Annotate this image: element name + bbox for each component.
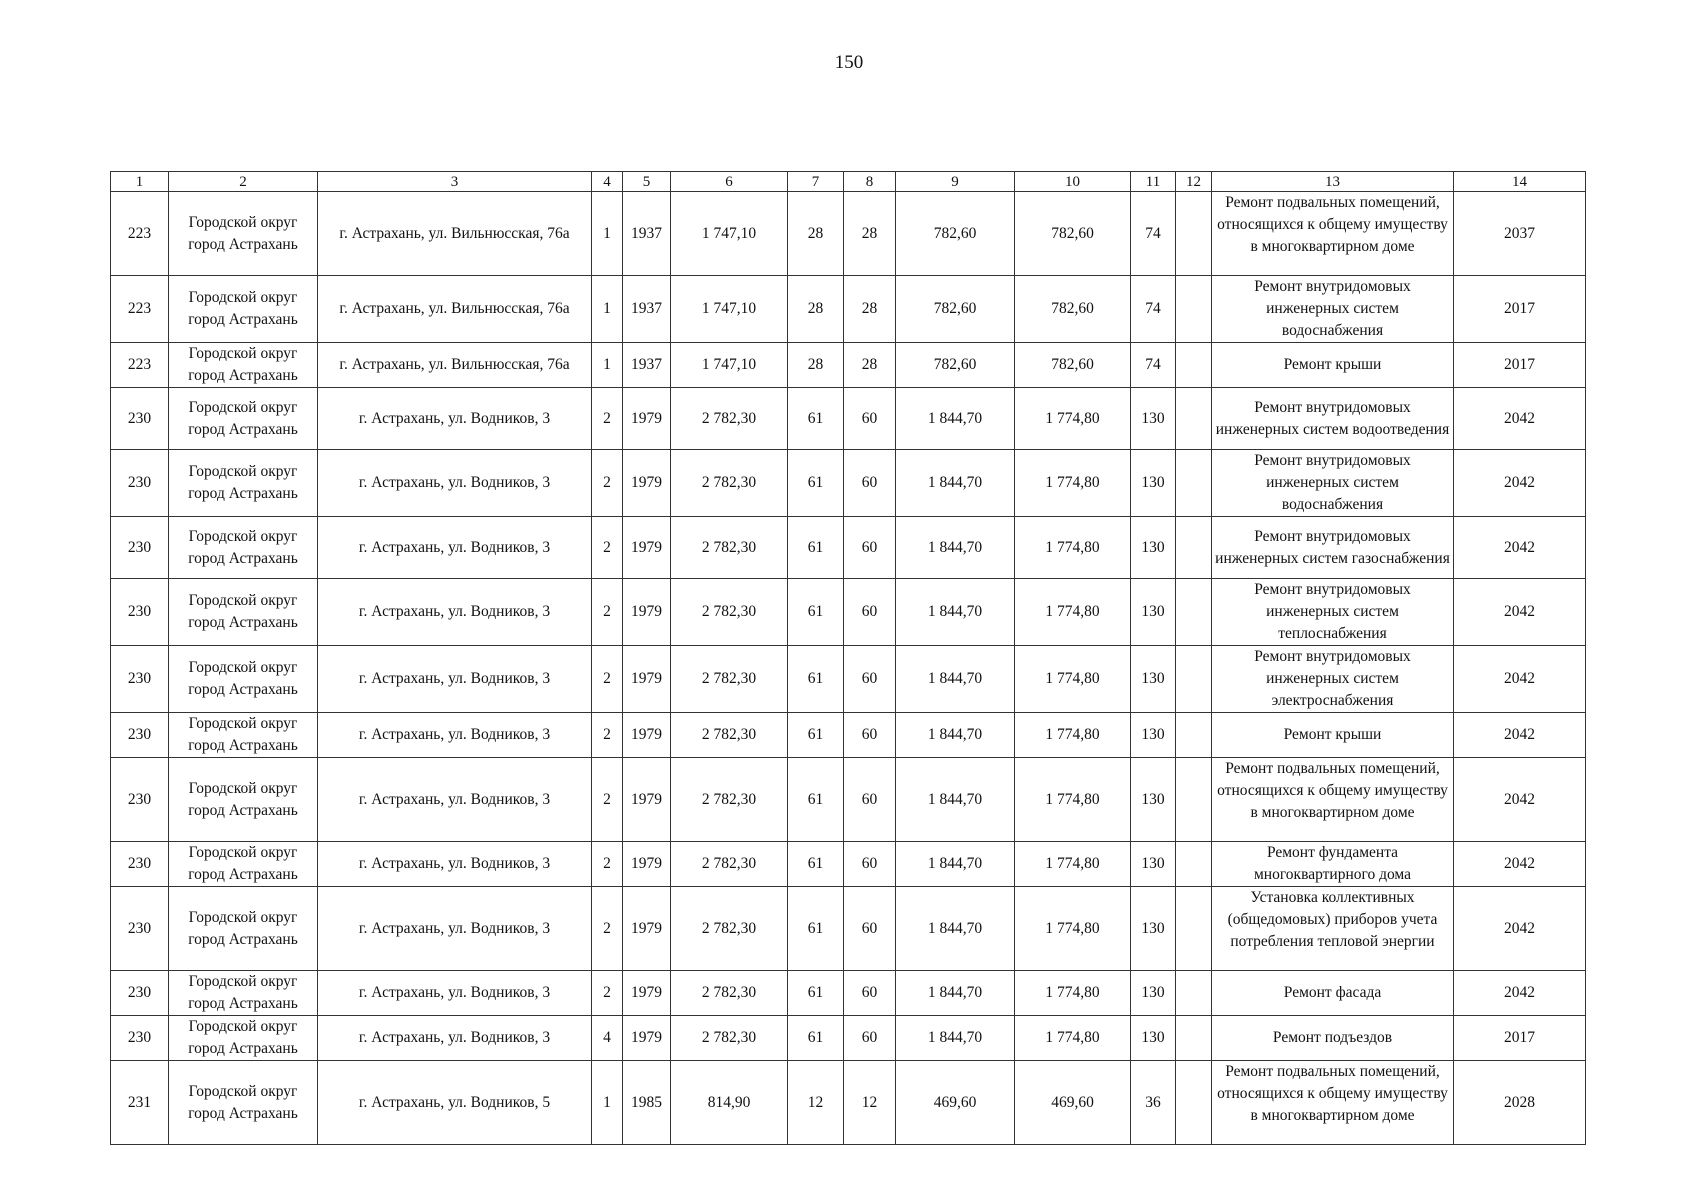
cell-total-area: 2 782,30	[671, 1016, 788, 1061]
cell-col-11: 130	[1131, 450, 1176, 517]
cell-col-9: 1 844,70	[896, 842, 1015, 887]
cell-municipality: Городской округ город Астрахань	[169, 842, 318, 887]
cell-col-9: 1 844,70	[896, 713, 1015, 758]
cell-municipality: Городской округ город Астрахань	[169, 758, 318, 842]
cell-col-11: 130	[1131, 713, 1176, 758]
cell-col-4: 2	[592, 646, 623, 713]
cell-col-8: 60	[844, 758, 896, 842]
page-number: 150	[834, 52, 864, 73]
table-row	[111, 646, 1586, 713]
cell-col-10: 782,60	[1015, 192, 1131, 276]
cell-year: 1979	[623, 517, 671, 579]
cell-col-11: 130	[1131, 758, 1176, 842]
cell-col-7: 61	[788, 971, 844, 1016]
cell-work-type: Ремонт подвальных помещений, относящихся к общему имуществу в многоквартирном доме	[1212, 192, 1454, 276]
cell-total-area: 2 782,30	[671, 517, 788, 579]
cell-planned-year: 2017	[1454, 1016, 1586, 1061]
cell-planned-year: 2042	[1454, 646, 1586, 713]
cell-col-8: 60	[844, 1016, 896, 1061]
cell-house-id: 223	[111, 192, 169, 276]
cell-col-10: 782,60	[1015, 276, 1131, 343]
cell-col-4: 1	[592, 343, 623, 388]
cell-col-7: 61	[788, 758, 844, 842]
cell-municipality: Городской округ город Астрахань	[169, 450, 318, 517]
cell-col-12	[1176, 192, 1212, 276]
cell-col-12	[1176, 646, 1212, 713]
cell-col-4: 2	[592, 887, 623, 971]
cell-work-type: Ремонт фундамента многоквартирного дома	[1212, 842, 1454, 887]
cell-total-area: 2 782,30	[671, 842, 788, 887]
cell-col-10: 1 774,80	[1015, 388, 1131, 450]
column-header: 11	[1131, 172, 1176, 192]
cell-planned-year: 2017	[1454, 343, 1586, 388]
cell-address: г. Астрахань, ул. Вильнюсская, 76а	[318, 276, 592, 343]
cell-planned-year: 2028	[1454, 1061, 1586, 1145]
cell-col-9: 1 844,70	[896, 1016, 1015, 1061]
cell-col-11: 74	[1131, 192, 1176, 276]
cell-planned-year: 2042	[1454, 517, 1586, 579]
cell-col-4: 2	[592, 450, 623, 517]
cell-house-id: 231	[111, 1061, 169, 1145]
cell-total-area: 2 782,30	[671, 887, 788, 971]
cell-col-10: 1 774,80	[1015, 450, 1131, 517]
cell-col-12	[1176, 276, 1212, 343]
cell-col-11: 130	[1131, 646, 1176, 713]
cell-col-9: 782,60	[896, 276, 1015, 343]
cell-total-area: 1 747,10	[671, 192, 788, 276]
cell-col-4: 2	[592, 713, 623, 758]
cell-house-id: 230	[111, 713, 169, 758]
column-header: 9	[896, 172, 1015, 192]
cell-col-12	[1176, 842, 1212, 887]
cell-col-7: 61	[788, 517, 844, 579]
cell-col-11: 130	[1131, 842, 1176, 887]
cell-year: 1979	[623, 579, 671, 646]
cell-col-9: 1 844,70	[896, 450, 1015, 517]
cell-col-7: 61	[788, 388, 844, 450]
cell-address: г. Астрахань, ул. Водников, 3	[318, 887, 592, 971]
cell-col-9: 782,60	[896, 192, 1015, 276]
cell-address: г. Астрахань, ул. Водников, 3	[318, 388, 592, 450]
cell-planned-year: 2017	[1454, 276, 1586, 343]
cell-work-type: Ремонт внутридомовых инженерных систем водоотведения	[1212, 388, 1454, 450]
cell-col-9: 1 844,70	[896, 887, 1015, 971]
cell-address: г. Астрахань, ул. Водников, 3	[318, 1016, 592, 1061]
cell-work-type: Ремонт внутридомовых инженерных систем теплоснабжения	[1212, 579, 1454, 646]
cell-col-12	[1176, 971, 1212, 1016]
cell-col-9: 1 844,70	[896, 971, 1015, 1016]
cell-house-id: 230	[111, 450, 169, 517]
cell-planned-year: 2042	[1454, 758, 1586, 842]
cell-work-type: Ремонт подвальных помещений, относящихся к общему имуществу в многоквартирном доме	[1212, 1061, 1454, 1145]
cell-work-type: Ремонт крыши	[1212, 713, 1454, 758]
cell-col-10: 1 774,80	[1015, 758, 1131, 842]
cell-col-9: 1 844,70	[896, 646, 1015, 713]
cell-work-type: Ремонт внутридомовых инженерных систем газоснабжения	[1212, 517, 1454, 579]
cell-col-4: 1	[592, 192, 623, 276]
cell-planned-year: 2037	[1454, 192, 1586, 276]
cell-address: г. Астрахань, ул. Водников, 3	[318, 579, 592, 646]
cell-col-9: 1 844,70	[896, 758, 1015, 842]
column-header: 14	[1454, 172, 1586, 192]
cell-col-11: 130	[1131, 579, 1176, 646]
cell-col-8: 28	[844, 343, 896, 388]
column-header: 4	[592, 172, 623, 192]
cell-total-area: 1 747,10	[671, 276, 788, 343]
cell-col-7: 61	[788, 646, 844, 713]
cell-col-10: 1 774,80	[1015, 971, 1131, 1016]
table-body	[111, 192, 1586, 1145]
cell-house-id: 230	[111, 579, 169, 646]
cell-planned-year: 2042	[1454, 388, 1586, 450]
cell-col-12	[1176, 579, 1212, 646]
table-row	[111, 1061, 1586, 1145]
cell-house-id: 230	[111, 842, 169, 887]
cell-col-9: 1 844,70	[896, 579, 1015, 646]
table-row	[111, 971, 1586, 1016]
cell-total-area: 1 747,10	[671, 343, 788, 388]
table-row	[111, 842, 1586, 887]
cell-col-7: 28	[788, 276, 844, 343]
table-row	[111, 579, 1586, 646]
cell-col-8: 60	[844, 388, 896, 450]
column-header: 10	[1015, 172, 1131, 192]
cell-col-10: 1 774,80	[1015, 713, 1131, 758]
cell-total-area: 2 782,30	[671, 758, 788, 842]
cell-col-11: 130	[1131, 971, 1176, 1016]
cell-col-8: 60	[844, 971, 896, 1016]
cell-house-id: 230	[111, 388, 169, 450]
cell-year: 1979	[623, 1016, 671, 1061]
cell-col-12	[1176, 713, 1212, 758]
cell-col-8: 60	[844, 713, 896, 758]
cell-total-area: 2 782,30	[671, 646, 788, 713]
cell-col-8: 28	[844, 276, 896, 343]
cell-col-9: 469,60	[896, 1061, 1015, 1145]
cell-col-7: 12	[788, 1061, 844, 1145]
cell-col-10: 469,60	[1015, 1061, 1131, 1145]
cell-col-11: 74	[1131, 343, 1176, 388]
column-number-row	[111, 172, 1586, 192]
cell-house-id: 230	[111, 1016, 169, 1061]
cell-col-11: 36	[1131, 1061, 1176, 1145]
cell-col-7: 61	[788, 1016, 844, 1061]
cell-address: г. Астрахань, ул. Водников, 3	[318, 646, 592, 713]
cell-municipality: Городской округ город Астрахань	[169, 388, 318, 450]
cell-col-7: 61	[788, 579, 844, 646]
cell-col-12	[1176, 388, 1212, 450]
cell-year: 1979	[623, 713, 671, 758]
column-header: 6	[671, 172, 788, 192]
cell-municipality: Городской округ город Астрахань	[169, 517, 318, 579]
column-header: 7	[788, 172, 844, 192]
cell-col-4: 1	[592, 276, 623, 343]
cell-municipality: Городской округ город Астрахань	[169, 192, 318, 276]
cell-total-area: 2 782,30	[671, 971, 788, 1016]
cell-total-area: 2 782,30	[671, 388, 788, 450]
cell-house-id: 230	[111, 971, 169, 1016]
cell-col-12	[1176, 1016, 1212, 1061]
cell-house-id: 223	[111, 276, 169, 343]
table-row	[111, 388, 1586, 450]
cell-work-type: Ремонт внутридомовых инженерных систем водоснабжения	[1212, 450, 1454, 517]
cell-municipality: Городской округ город Астрахань	[169, 343, 318, 388]
cell-col-10: 1 774,80	[1015, 517, 1131, 579]
cell-year: 1979	[623, 450, 671, 517]
cell-col-10: 782,60	[1015, 343, 1131, 388]
cell-col-4: 2	[592, 842, 623, 887]
column-header: 8	[844, 172, 896, 192]
cell-work-type: Ремонт подъездов	[1212, 1016, 1454, 1061]
cell-col-4: 2	[592, 579, 623, 646]
cell-municipality: Городской округ город Астрахань	[169, 1016, 318, 1061]
cell-planned-year: 2042	[1454, 579, 1586, 646]
cell-work-type: Установка коллективных (общедомовых) приборов учета потребления тепловой энергии	[1212, 887, 1454, 971]
cell-col-8: 60	[844, 646, 896, 713]
cell-planned-year: 2042	[1454, 450, 1586, 517]
table-row	[111, 343, 1586, 388]
cell-house-id: 230	[111, 887, 169, 971]
cell-col-8: 60	[844, 579, 896, 646]
cell-col-7: 61	[788, 713, 844, 758]
cell-address: г. Астрахань, ул. Водников, 3	[318, 971, 592, 1016]
cell-total-area: 2 782,30	[671, 713, 788, 758]
cell-col-7: 61	[788, 842, 844, 887]
cell-col-7: 28	[788, 192, 844, 276]
cell-total-area: 814,90	[671, 1061, 788, 1145]
cell-col-4: 1	[592, 1061, 623, 1145]
cell-col-11: 74	[1131, 276, 1176, 343]
column-header: 13	[1212, 172, 1454, 192]
table-row	[111, 758, 1586, 842]
cell-address: г. Астрахань, ул. Водников, 3	[318, 758, 592, 842]
cell-work-type: Ремонт подвальных помещений, относящихся к общему имуществу в многоквартирном доме	[1212, 758, 1454, 842]
table-row	[111, 887, 1586, 971]
cell-municipality: Городской округ город Астрахань	[169, 713, 318, 758]
cell-year: 1979	[623, 971, 671, 1016]
cell-house-id: 230	[111, 758, 169, 842]
cell-col-7: 61	[788, 450, 844, 517]
cell-year: 1979	[623, 758, 671, 842]
cell-year: 1979	[623, 646, 671, 713]
table-row	[111, 192, 1586, 276]
cell-address: г. Астрахань, ул. Водников, 3	[318, 713, 592, 758]
cell-planned-year: 2042	[1454, 887, 1586, 971]
table-row	[111, 276, 1586, 343]
table-row	[111, 450, 1586, 517]
cell-col-11: 130	[1131, 887, 1176, 971]
cell-col-9: 1 844,70	[896, 388, 1015, 450]
cell-address: г. Астрахань, ул. Вильнюсская, 76а	[318, 343, 592, 388]
cell-col-8: 60	[844, 450, 896, 517]
cell-col-4: 2	[592, 388, 623, 450]
cell-col-11: 130	[1131, 388, 1176, 450]
table-row	[111, 713, 1586, 758]
cell-municipality: Городской округ город Астрахань	[169, 276, 318, 343]
cell-col-8: 28	[844, 192, 896, 276]
table-row	[111, 517, 1586, 579]
cell-address: г. Астрахань, ул. Водников, 3	[318, 842, 592, 887]
column-header: 3	[318, 172, 592, 192]
column-header: 1	[111, 172, 169, 192]
cell-col-4: 4	[592, 1016, 623, 1061]
cell-total-area: 2 782,30	[671, 450, 788, 517]
cell-year: 1937	[623, 192, 671, 276]
cell-col-10: 1 774,80	[1015, 646, 1131, 713]
cell-year: 1979	[623, 887, 671, 971]
cell-col-9: 1 844,70	[896, 517, 1015, 579]
cell-col-12	[1176, 343, 1212, 388]
cell-col-12	[1176, 517, 1212, 579]
cell-col-11: 130	[1131, 1016, 1176, 1061]
cell-planned-year: 2042	[1454, 842, 1586, 887]
repair-schedule-table	[110, 171, 1586, 1145]
cell-col-12	[1176, 450, 1212, 517]
cell-planned-year: 2042	[1454, 713, 1586, 758]
cell-col-8: 60	[844, 887, 896, 971]
cell-col-7: 28	[788, 343, 844, 388]
cell-col-11: 130	[1131, 517, 1176, 579]
cell-col-10: 1 774,80	[1015, 579, 1131, 646]
table-row	[111, 1016, 1586, 1061]
cell-work-type: Ремонт внутридомовых инженерных систем электроснабжения	[1212, 646, 1454, 713]
cell-col-12	[1176, 1061, 1212, 1145]
cell-col-12	[1176, 758, 1212, 842]
cell-house-id: 230	[111, 517, 169, 579]
cell-year: 1937	[623, 276, 671, 343]
cell-col-4: 2	[592, 517, 623, 579]
cell-municipality: Городской округ город Астрахань	[169, 646, 318, 713]
cell-col-4: 2	[592, 971, 623, 1016]
column-header: 2	[169, 172, 318, 192]
cell-year: 1937	[623, 343, 671, 388]
cell-address: г. Астрахань, ул. Вильнюсская, 76а	[318, 192, 592, 276]
cell-col-12	[1176, 887, 1212, 971]
cell-municipality: Городской округ город Астрахань	[169, 887, 318, 971]
cell-municipality: Городской округ город Астрахань	[169, 971, 318, 1016]
cell-col-9: 782,60	[896, 343, 1015, 388]
cell-planned-year: 2042	[1454, 971, 1586, 1016]
cell-municipality: Городской округ город Астрахань	[169, 1061, 318, 1145]
cell-col-8: 60	[844, 517, 896, 579]
cell-house-id: 223	[111, 343, 169, 388]
cell-total-area: 2 782,30	[671, 579, 788, 646]
cell-work-type: Ремонт внутридомовых инженерных систем водоснабжения	[1212, 276, 1454, 343]
cell-col-4: 2	[592, 758, 623, 842]
cell-col-10: 1 774,80	[1015, 1016, 1131, 1061]
cell-year: 1979	[623, 842, 671, 887]
cell-col-7: 61	[788, 887, 844, 971]
cell-work-type: Ремонт фасада	[1212, 971, 1454, 1016]
cell-house-id: 230	[111, 646, 169, 713]
cell-municipality: Городской округ город Астрахань	[169, 579, 318, 646]
column-header: 12	[1176, 172, 1212, 192]
cell-address: г. Астрахань, ул. Водников, 3	[318, 517, 592, 579]
cell-col-10: 1 774,80	[1015, 887, 1131, 971]
cell-col-8: 12	[844, 1061, 896, 1145]
cell-year: 1979	[623, 388, 671, 450]
cell-col-10: 1 774,80	[1015, 842, 1131, 887]
column-header: 5	[623, 172, 671, 192]
cell-year: 1985	[623, 1061, 671, 1145]
cell-address: г. Астрахань, ул. Водников, 5	[318, 1061, 592, 1145]
cell-address: г. Астрахань, ул. Водников, 3	[318, 450, 592, 517]
cell-work-type: Ремонт крыши	[1212, 343, 1454, 388]
cell-col-8: 60	[844, 842, 896, 887]
